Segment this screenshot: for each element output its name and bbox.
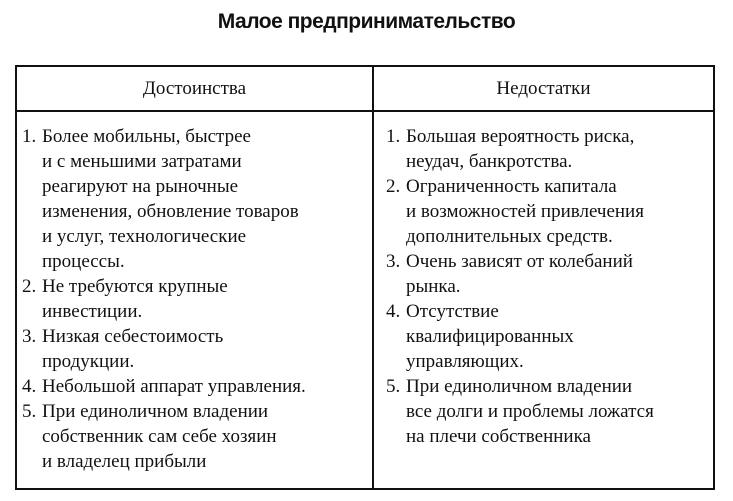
item-line: Ограниченность капитала (406, 176, 617, 197)
comparison-table (15, 65, 715, 490)
item-line: продукции. (42, 351, 135, 372)
advantages-list (22, 124, 370, 474)
item-text (406, 374, 709, 449)
list-item (386, 299, 709, 374)
list-item (22, 124, 370, 274)
item-text (406, 124, 709, 174)
item-line: При единоличном владении (42, 401, 269, 422)
item-line: дополнительных средств. (406, 226, 613, 247)
item-line: неудач, банкротства. (406, 151, 573, 172)
item-line: Большая вероятность риска, (406, 126, 635, 147)
item-number: 3. (22, 326, 37, 347)
advantages-cell (17, 112, 374, 488)
item-line: Более мобильны, быстрее (42, 126, 251, 147)
item-number: 1. (22, 126, 37, 147)
item-text (406, 174, 709, 249)
list-item (22, 274, 370, 324)
item-line: Низкая себестоимость (42, 326, 224, 347)
disadvantages-list (386, 124, 709, 449)
item-line: и владелец прибыли (42, 451, 207, 472)
item-text (42, 124, 370, 274)
item-text (42, 374, 370, 399)
list-item (386, 374, 709, 449)
item-number: 1. (386, 126, 401, 147)
item-line: рынка. (406, 276, 461, 297)
item-text (42, 274, 370, 324)
item-line: Отсутствие (406, 301, 499, 322)
item-number: 5. (386, 376, 401, 397)
item-line: и услуг, технологические (42, 226, 247, 247)
item-text (42, 324, 370, 374)
item-line: все долги и проблемы ложатся (406, 401, 654, 422)
item-line: Небольшой аппарат управления. (42, 376, 306, 397)
item-line: квалифицированных (406, 326, 574, 347)
item-line: Очень зависят от колебаний (406, 251, 633, 272)
disadvantages-cell (374, 112, 713, 488)
column-header-advantages: Достоинства (17, 67, 374, 112)
item-line: При единоличном владении (406, 376, 633, 397)
item-line: инвестиции. (42, 301, 143, 322)
item-line: управляющих. (406, 351, 524, 372)
item-line: Не требуются крупные (42, 276, 228, 297)
item-number: 5. (22, 401, 37, 422)
page-title: Малое предпринимательство (217, 10, 516, 33)
item-number: 4. (22, 376, 37, 397)
item-line: реагируют на рыночные (42, 176, 239, 197)
item-text (42, 399, 370, 474)
column-header-disadvantages: Недостатки (374, 67, 713, 112)
list-item (386, 174, 709, 249)
item-text (406, 249, 709, 299)
list-item (22, 374, 370, 399)
item-number: 4. (386, 301, 401, 322)
list-item (386, 249, 709, 299)
item-line: процессы. (42, 251, 125, 272)
list-item (22, 399, 370, 474)
item-number: 3. (386, 251, 401, 272)
item-line: и с меньшими затратами (42, 151, 242, 172)
item-text (406, 299, 709, 374)
list-item (386, 124, 709, 174)
item-line: на плечи собственника (406, 426, 591, 447)
list-item (22, 324, 370, 374)
item-line: изменения, обновление товаров (42, 201, 299, 222)
item-line: собственник сам себе хозяин (42, 426, 277, 447)
item-number: 2. (22, 276, 37, 297)
item-line: и возможностей привлечения (406, 201, 644, 222)
item-number: 2. (386, 176, 401, 197)
